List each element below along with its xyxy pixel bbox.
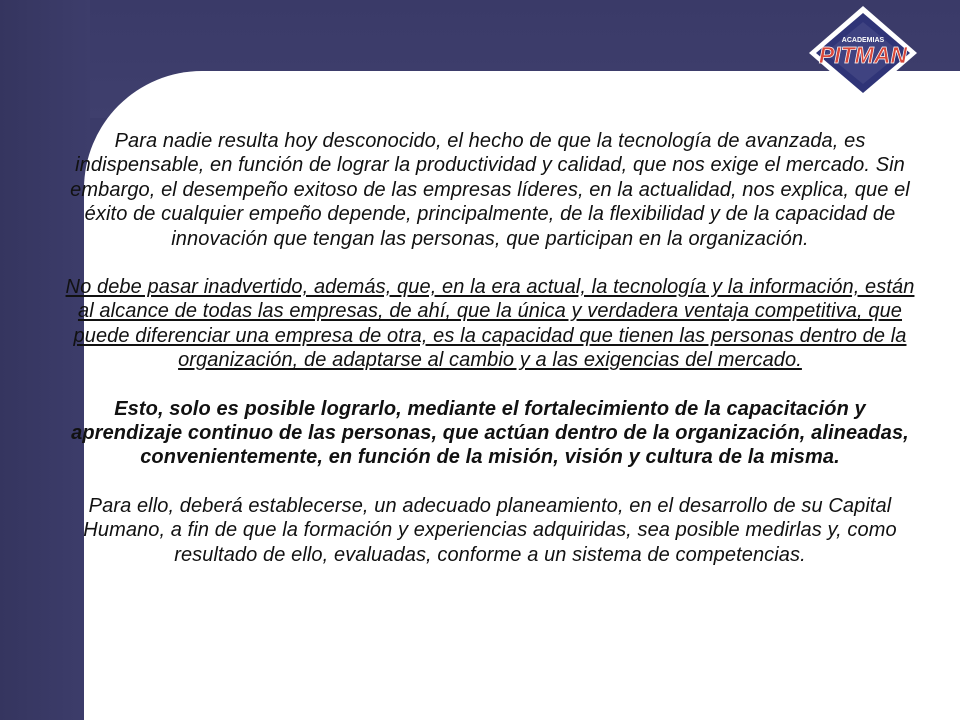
paragraph-competitive-advantage: No debe pasar inadvertido, además, que, en la era actual, la tecnología y la información, están al alcance de todas las empresas, de ahí, que la única y verdadera ventaja competitiva, que puede diferenciar una empresa de otra, es la capacidad que tienen las personas dentro de la organización, de adaptarse al cambio y a las exigencias del mercado.: [65, 276, 915, 372]
logo-brand-text: PITMAN: [818, 42, 908, 68]
pitman-logo: [805, 4, 921, 102]
paragraph-human-capital: Para ello, deberá establecerse, un adecuado planeamiento, en el desarrollo de su Capital Humano, a fin de que la formación y experiencias adquiridas, sea posible medirlas y, como resultado de ello, evaluadas, conforme a un sistema de competencias.: [83, 494, 897, 566]
paragraph-technology: Para nadie resulta hoy desconocido, el hecho de que la tecnología de avanzada, es indispensable, en función de lograr la productividad y calidad, que nos exige el mercado. Sin embargo, el desempeño exitoso de las empresas líderes, en la actualidad, nos explica, que el éxito de cualquier empeño depende, principalmente, de la flexibilidad y de la capacidad de innovación que tengan las personas, que participan en la organización.: [70, 130, 910, 250]
body-text-area: [60, 129, 920, 689]
logo-small-text: ACADEMIAS: [841, 37, 885, 44]
paragraph-training: Esto, solo es posible lograrlo, mediante el fortalecimiento de la capacitación y aprendizaje continuo de las personas, que actúan dentro de la organización, alineadas, convenientemente, en función de la misión, visión y cultura de la misma.: [71, 397, 909, 469]
